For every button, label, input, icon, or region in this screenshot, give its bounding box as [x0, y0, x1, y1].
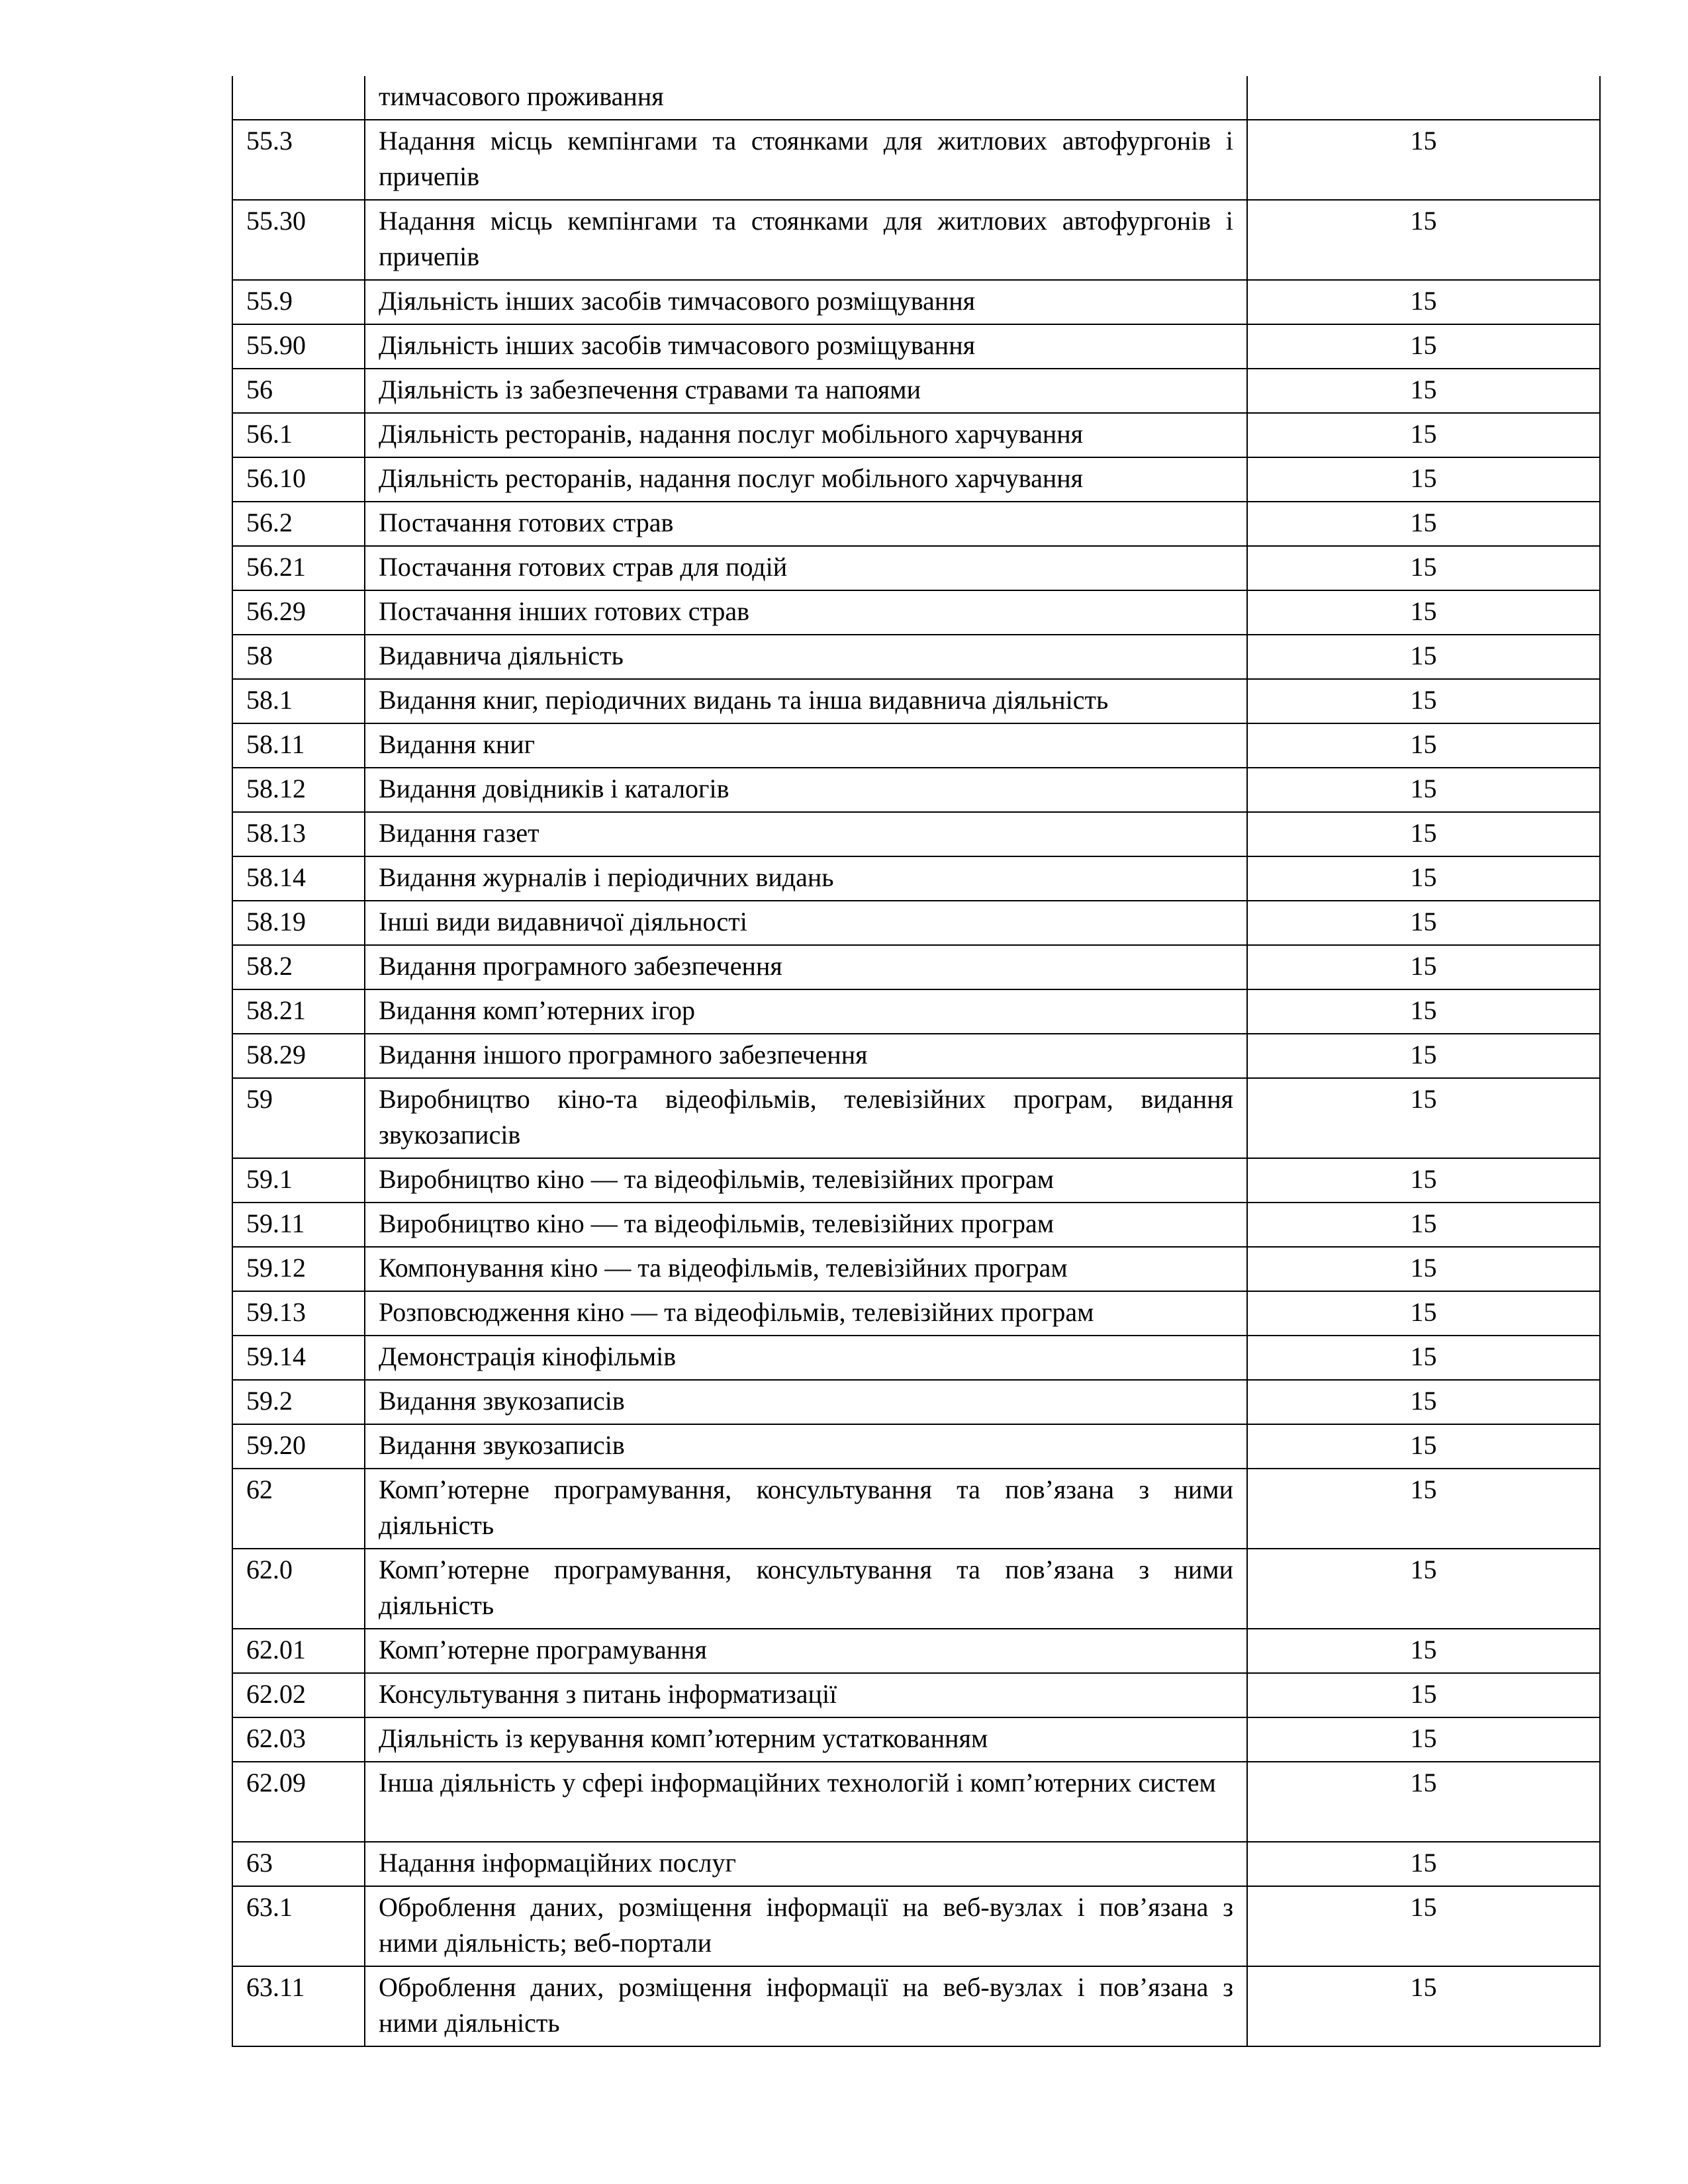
rate-cell: 15	[1247, 1247, 1600, 1291]
table-row	[232, 1291, 1600, 1336]
rate-cell: 15	[1247, 502, 1600, 546]
rate-cell	[1247, 76, 1600, 120]
activity-name-cell: Надання місць кемпінгами та стоянками для житлових автофургонів і причепів	[365, 200, 1247, 280]
code-cell: 56.1	[232, 413, 365, 457]
rate-cell: 15	[1247, 1034, 1600, 1078]
rate-cell: 15	[1247, 1203, 1600, 1247]
rate-cell: 15	[1247, 1380, 1600, 1424]
activity-name-cell: Постачання готових страв для подій	[365, 546, 1247, 590]
activity-name-cell: Виробництво кіно — та відеофільмів, телевізійних програм	[365, 1203, 1247, 1247]
rate-cell: 15	[1247, 280, 1600, 324]
code-cell	[232, 76, 365, 120]
activity-name-cell: Видання звукозаписів	[365, 1380, 1247, 1424]
activity-name-cell: Видання іншого програмного забезпечення	[365, 1034, 1247, 1078]
rate-cell: 15	[1247, 635, 1600, 679]
table-row	[232, 502, 1600, 546]
code-cell: 59.1	[232, 1158, 365, 1203]
table-row	[232, 945, 1600, 989]
rate-cell: 15	[1247, 1078, 1600, 1158]
activity-name-cell: Інші види видавничої діяльності	[365, 901, 1247, 945]
table-row	[232, 324, 1600, 369]
table-row	[232, 1886, 1600, 1966]
table-row	[232, 856, 1600, 901]
table-row	[232, 901, 1600, 945]
code-cell: 58.21	[232, 989, 365, 1034]
code-cell: 56.10	[232, 457, 365, 502]
activity-name-cell: Видання журналів і періодичних видань	[365, 856, 1247, 901]
code-cell: 58.13	[232, 812, 365, 856]
table-row	[232, 413, 1600, 457]
activity-name-cell: Комп’ютерне програмування, консультування та пов’язана з ними діяльність	[365, 1549, 1247, 1629]
activity-name-cell: Видання книг, періодичних видань та інша видавнича діяльність	[365, 679, 1247, 723]
code-cell: 59.12	[232, 1247, 365, 1291]
rate-cell: 15	[1247, 1469, 1600, 1549]
rate-cell: 15	[1247, 1424, 1600, 1469]
code-cell: 58.2	[232, 945, 365, 989]
code-cell: 55.90	[232, 324, 365, 369]
code-cell: 62.09	[232, 1762, 365, 1842]
table-row	[232, 1336, 1600, 1380]
table-row	[232, 590, 1600, 635]
code-cell: 62.0	[232, 1549, 365, 1629]
code-cell: 59.20	[232, 1424, 365, 1469]
rate-cell: 15	[1247, 1549, 1600, 1629]
rate-cell: 15	[1247, 856, 1600, 901]
rate-cell: 15	[1247, 413, 1600, 457]
rate-cell: 15	[1247, 989, 1600, 1034]
table-row	[232, 1966, 1600, 2046]
code-cell: 58	[232, 635, 365, 679]
table-row	[232, 989, 1600, 1034]
activity-name-cell: Діяльність ресторанів, надання послуг мобільного харчування	[365, 457, 1247, 502]
code-cell: 56	[232, 369, 365, 413]
activity-name-cell: Видання книг	[365, 723, 1247, 768]
rate-cell: 15	[1247, 768, 1600, 812]
rate-cell: 15	[1247, 546, 1600, 590]
activity-codes-table	[232, 76, 1601, 2047]
activity-name-cell: Компонування кіно — та відеофільмів, телевізійних програм	[365, 1247, 1247, 1291]
rate-cell: 15	[1247, 1966, 1600, 2046]
table-row	[232, 280, 1600, 324]
table-row	[232, 1469, 1600, 1549]
activity-name-cell: Видання програмного забезпечення	[365, 945, 1247, 989]
activity-name-cell: Комп’ютерне програмування, консультування та пов’язана з ними діяльність	[365, 1469, 1247, 1549]
code-cell: 56.2	[232, 502, 365, 546]
code-cell: 59.14	[232, 1336, 365, 1380]
activity-name-cell: Оброблення даних, розміщення інформації на веб-вузлах і пов’язана з ними діяльність; веб-портали	[365, 1886, 1247, 1966]
activity-name-cell: Надання місць кемпінгами та стоянками для житлових автофургонів і причепів	[365, 120, 1247, 200]
table-row	[232, 679, 1600, 723]
code-cell: 58.12	[232, 768, 365, 812]
activity-name-cell: Діяльність ресторанів, надання послуг мобільного харчування	[365, 413, 1247, 457]
activity-name-cell: Діяльність із забезпечення стравами та напоями	[365, 369, 1247, 413]
table-row	[232, 1380, 1600, 1424]
code-cell: 58.14	[232, 856, 365, 901]
activity-name-cell: Надання інформаційних послуг	[365, 1842, 1247, 1886]
table-row	[232, 1034, 1600, 1078]
table-row	[232, 1673, 1600, 1717]
activity-name-cell: Діяльність інших засобів тимчасового розміщування	[365, 324, 1247, 369]
code-cell: 55.30	[232, 200, 365, 280]
table-row	[232, 1158, 1600, 1203]
activity-name-cell: Видання довідників і каталогів	[365, 768, 1247, 812]
rate-cell: 15	[1247, 200, 1600, 280]
code-cell: 63.1	[232, 1886, 365, 1966]
activity-name-cell: Виробництво кіно-та відеофільмів, телевізійних програм, видання звукозаписів	[365, 1078, 1247, 1158]
activity-name-cell: Видавнича діяльність	[365, 635, 1247, 679]
activity-name-cell: Видання газет	[365, 812, 1247, 856]
code-cell: 59.11	[232, 1203, 365, 1247]
table-row	[232, 1762, 1600, 1842]
code-cell: 63	[232, 1842, 365, 1886]
activity-name-cell: Оброблення даних, розміщення інформації на веб-вузлах і пов’язана з ними діяльність	[365, 1966, 1247, 2046]
rate-cell: 15	[1247, 812, 1600, 856]
code-cell: 62.03	[232, 1717, 365, 1762]
code-cell: 59.2	[232, 1380, 365, 1424]
rate-cell: 15	[1247, 1762, 1600, 1842]
code-cell: 58.19	[232, 901, 365, 945]
activity-name-cell: Діяльність із керування комп’ютерним устаткованням	[365, 1717, 1247, 1762]
activity-name-cell: тимчасового проживання	[365, 76, 1247, 120]
code-cell: 56.29	[232, 590, 365, 635]
rate-cell: 15	[1247, 120, 1600, 200]
table-row	[232, 1549, 1600, 1629]
table-row	[232, 546, 1600, 590]
activity-name-cell: Консультування з питань інформатизації	[365, 1673, 1247, 1717]
activity-name-cell: Діяльність інших засобів тимчасового розміщування	[365, 280, 1247, 324]
table-row	[232, 120, 1600, 200]
code-cell: 58.1	[232, 679, 365, 723]
rate-cell: 15	[1247, 1717, 1600, 1762]
table-row	[232, 1247, 1600, 1291]
activity-name-cell: Постачання готових страв	[365, 502, 1247, 546]
rate-cell: 15	[1247, 369, 1600, 413]
table-row	[232, 76, 1600, 120]
rate-cell: 15	[1247, 1291, 1600, 1336]
rate-cell: 15	[1247, 324, 1600, 369]
table-row	[232, 635, 1600, 679]
rate-cell: 15	[1247, 1886, 1600, 1966]
code-cell: 56.21	[232, 546, 365, 590]
table-row	[232, 1424, 1600, 1469]
code-cell: 62.01	[232, 1629, 365, 1673]
code-cell: 59.13	[232, 1291, 365, 1336]
table-row	[232, 1842, 1600, 1886]
table-row	[232, 1078, 1600, 1158]
rate-cell: 15	[1247, 1842, 1600, 1886]
code-cell: 58.29	[232, 1034, 365, 1078]
table-row	[232, 768, 1600, 812]
rate-cell: 15	[1247, 901, 1600, 945]
code-cell: 58.11	[232, 723, 365, 768]
rate-cell: 15	[1247, 1673, 1600, 1717]
table-row	[232, 1629, 1600, 1673]
rate-cell: 15	[1247, 679, 1600, 723]
activity-name-cell: Демонстрація кінофільмів	[365, 1336, 1247, 1380]
activity-name-cell: Комп’ютерне програмування	[365, 1629, 1247, 1673]
activity-name-cell: Видання комп’ютерних ігор	[365, 989, 1247, 1034]
activity-name-cell: Інша діяльність у сфері інформаційних технологій і комп’ютерних систем	[365, 1762, 1247, 1842]
rate-cell: 15	[1247, 723, 1600, 768]
table-row	[232, 1203, 1600, 1247]
rate-cell: 15	[1247, 1158, 1600, 1203]
code-cell: 55.9	[232, 280, 365, 324]
activity-name-cell: Постачання інших готових страв	[365, 590, 1247, 635]
code-cell: 55.3	[232, 120, 365, 200]
code-cell: 63.11	[232, 1966, 365, 2046]
rate-cell: 15	[1247, 457, 1600, 502]
table-row	[232, 812, 1600, 856]
table-row	[232, 723, 1600, 768]
rate-cell: 15	[1247, 1629, 1600, 1673]
code-cell: 62.02	[232, 1673, 365, 1717]
rate-cell: 15	[1247, 1336, 1600, 1380]
rate-cell: 15	[1247, 945, 1600, 989]
table-row	[232, 457, 1600, 502]
table-row	[232, 200, 1600, 280]
activity-name-cell: Виробництво кіно — та відеофільмів, телевізійних програм	[365, 1158, 1247, 1203]
table-row	[232, 369, 1600, 413]
activity-name-cell: Видання звукозаписів	[365, 1424, 1247, 1469]
code-cell: 62	[232, 1469, 365, 1549]
table-row	[232, 1717, 1600, 1762]
rate-cell: 15	[1247, 590, 1600, 635]
code-cell: 59	[232, 1078, 365, 1158]
activity-name-cell: Розповсюдження кіно — та відеофільмів, телевізійних програм	[365, 1291, 1247, 1336]
